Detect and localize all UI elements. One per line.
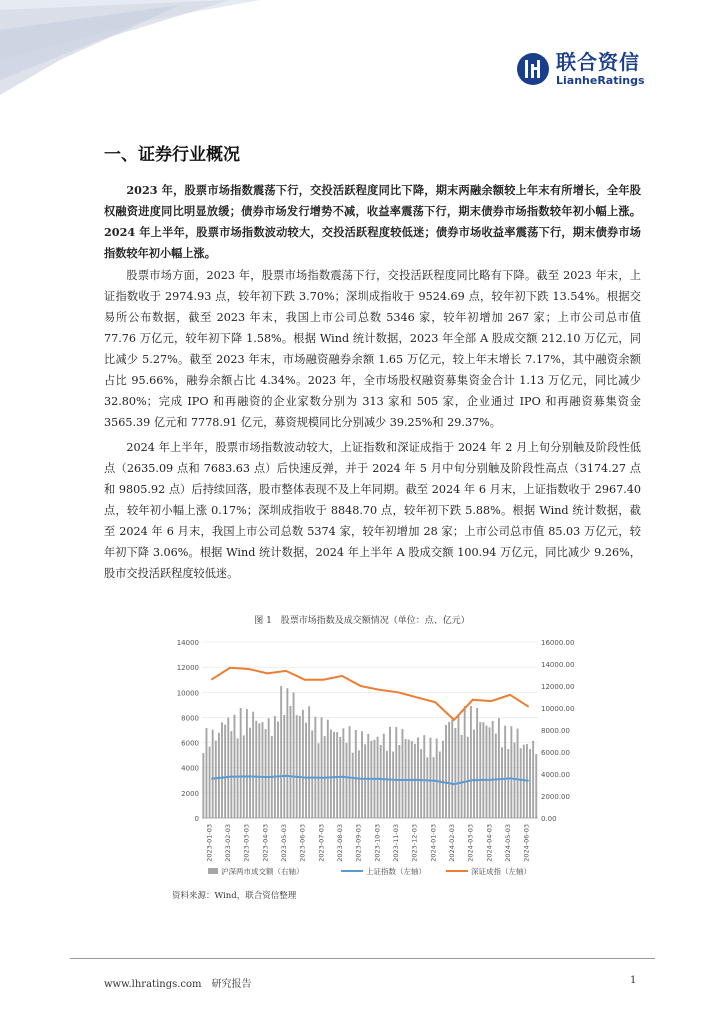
turnover-bar <box>451 720 453 818</box>
summary-paragraph: 2023 年，股票市场指数震荡下行，交投活跃程度同比下降，期末两融余额较上年末有所增长，全年股权融资进度同比明显放缓；债券市场发行增势不减，收益率震荡下行，期末债券市场指数较年初小幅上涨。2024 年上半年，股票市场指数波动较大，交投活跃程度较低迷；债券市场收益率震荡下行，期末债券市场指数较年初小幅上涨。 <box>104 183 641 260</box>
turnover-bar <box>442 741 444 818</box>
turnover-bar <box>510 726 512 818</box>
turnover-bar <box>224 725 226 818</box>
stock-market-paragraph-2023: 股票市场方面，2023 年，股票市场指数震荡下行，交投活跃程度同比略有下降。截至 2023 年末，上证指数收于 2974.93 点，较年初下跌 3.70%；深圳成指收于 9524.69 点，较年初下跌 13.54%。根据交易所公布数据，截至 2023 年末，我国上市公司总数 5346 家，较年初增加 267 家；上市公司总市值 77.76 万亿元，较年初下降 1.58%。根据 Wind 统计数据，2023 年全部 A 股成交额 212.10 万亿元，同比减少 5.27%。截至 2023 年末，市场融资融券余额 1.65 万亿元，较上年末增长 7.17%，其中融资余额占比 95.66%，融券余额占比 4.34%。2023 年，全市场股权融资募集资金合计 1.13 万亿元，同比减少 32.80%；完成 IPO 和再融资的企业家数分别为 313 家和 505 家，企业通过 IPO 和再融资募集资金 3565.39 亿元和 7778.91 亿元，募资规模同比分别减少 39.25%和 29.37%。 <box>104 269 641 429</box>
turnover-bar <box>529 749 531 818</box>
turnover-bar <box>336 732 338 818</box>
turnover-bar <box>523 745 525 818</box>
turnover-bar <box>430 738 432 818</box>
turnover-bar <box>286 688 288 818</box>
x-axis-tick-label: 2024-06-03 <box>522 824 531 862</box>
turnover-bar <box>299 716 301 818</box>
left-axis-tick-label: 2000 <box>181 789 199 798</box>
x-axis-tick-label: 2023-07-03 <box>317 824 326 862</box>
turnover-bar <box>402 729 404 818</box>
x-axis-tick-label: 2023-08-03 <box>336 824 344 862</box>
x-axis-tick-label: 2023-06-03 <box>298 824 307 862</box>
turnover-bar <box>517 729 519 818</box>
turnover-bar <box>389 727 391 818</box>
left-axis-tick-label: 14000 <box>176 639 199 647</box>
turnover-bar <box>532 741 534 818</box>
turnover-bar <box>258 723 260 818</box>
turnover-bar <box>355 730 357 818</box>
turnover-bar <box>486 726 488 818</box>
section-title: 一、证券行业概况 <box>104 145 240 165</box>
turnover-bar <box>293 693 295 818</box>
turnover-bar <box>290 706 292 818</box>
turnover-bar <box>262 722 264 818</box>
turnover-bar <box>392 752 394 818</box>
turnover-bar <box>240 708 242 818</box>
turnover-bar <box>479 722 481 818</box>
left-axis-tick-label: 4000 <box>181 764 199 773</box>
turnover-bar <box>535 754 537 818</box>
turnover-bar <box>448 722 450 818</box>
turnover-bar <box>246 709 248 818</box>
turnover-bar <box>230 731 232 818</box>
legend-turnover-swatch <box>208 868 218 874</box>
turnover-bar <box>318 743 320 818</box>
turnover-bar <box>252 712 254 818</box>
right-axis-tick-label: 10000.00 <box>541 705 575 713</box>
right-axis-tick-label: 12000.00 <box>541 683 575 691</box>
turnover-bar <box>501 747 503 818</box>
stock-market-paragraph-2024: 2024 年上半年，股票市场指数波动较大，上证指数和深证成指于 2024 年 2 月上旬分别触及阶段性低点（2635.09 点和 7683.63 点）后快速反弹，并于 2024 年 5 月中旬分别触及阶段性高点（3174.27 点和 9805.92 点）后持续回落，股市整体表现不及上年同期。截至 2024 年 6 月末，上证指数收于 2967.40 点，较年初小幅上涨 0.17%；深圳成指收于 8848.70 点，较年初下跌 5.88%。根据 Wind 统计数据，截至 2024 年 6 月末，我国上市公司总数 5374 家，较年初增加 28 家；上市公司总市值 85.03 万亿元，较年初下降 3.06%。根据 Wind 统计数据，2024 年上半年 A 股成交额 100.94 万亿元，同比减少 9.26%，股市交投活跃程度较低迷。 <box>104 441 641 580</box>
footer-report-type: 研究报告 <box>211 979 252 990</box>
x-axis-tick-label: 2023-10-03 <box>373 824 382 862</box>
right-axis-tick-label: 8000.00 <box>541 727 570 735</box>
x-axis-tick-label: 2024-03-03 <box>466 824 475 862</box>
turnover-bar <box>227 718 229 818</box>
footer-divider <box>70 958 655 959</box>
turnover-bar <box>420 749 422 818</box>
turnover-bar <box>414 744 416 818</box>
turnover-bar <box>268 718 270 818</box>
logo-english-text: LianheRatings <box>556 74 645 87</box>
turnover-bar <box>454 728 456 818</box>
left-axis-tick-label: 12000 <box>176 664 199 673</box>
turnover-bar <box>221 722 223 818</box>
turnover-bar <box>367 734 369 818</box>
turnover-bar <box>507 749 509 818</box>
logo-chinese-text: 联合资信 <box>556 50 640 74</box>
turnover-bar <box>296 715 298 818</box>
turnover-bar <box>364 744 366 818</box>
figure-source: 资料来源：Wind，联合资信整理 <box>172 891 297 901</box>
turnover-bar <box>265 729 267 818</box>
turnover-bar <box>514 743 516 818</box>
turnover-bar <box>314 717 316 818</box>
turnover-bar <box>249 728 251 818</box>
shenzhen-index-line <box>211 668 528 720</box>
turnover-bar <box>383 734 385 818</box>
x-axis-tick-label: 2024-04-03 <box>485 824 494 862</box>
turnover-bar <box>436 738 438 818</box>
turnover-bar <box>395 727 397 818</box>
turnover-bar <box>426 757 428 818</box>
turnover-bar <box>476 708 478 818</box>
turnover-bar <box>439 752 441 818</box>
right-axis-tick-label: 0.00 <box>541 815 557 823</box>
x-axis-tick-label: 2023-02-03 <box>224 824 232 862</box>
turnover-bar <box>209 747 211 818</box>
x-axis-tick-label: 2023-12-03 <box>410 824 419 862</box>
turnover-bar <box>346 743 348 818</box>
x-axis-tick-label: 2023-03-03 <box>242 824 251 862</box>
right-axis-tick-label: 2000.00 <box>541 793 570 801</box>
turnover-bar <box>498 718 500 818</box>
turnover-bar <box>202 753 204 818</box>
turnover-bar <box>277 721 279 818</box>
page-number: 1 <box>630 975 637 986</box>
turnover-bar <box>311 730 313 818</box>
x-axis-tick-label: 2023-09-03 <box>354 824 363 862</box>
turnover-bar <box>212 730 214 818</box>
turnover-bar <box>302 710 304 818</box>
turnover-bar <box>237 738 239 818</box>
turnover-bar <box>473 730 475 818</box>
x-axis-tick-label: 2024-01-03 <box>429 824 438 862</box>
turnover-bar <box>218 733 220 818</box>
turnover-bar <box>234 715 236 818</box>
turnover-bar <box>489 727 491 818</box>
turnover-bar <box>467 737 469 818</box>
x-axis-tick-label: 2023-01-03 <box>205 824 214 862</box>
turnover-bar <box>361 731 363 818</box>
turnover-bar <box>398 745 400 818</box>
turnover-bar <box>492 721 494 818</box>
turnover-bar <box>280 686 282 818</box>
company-logo <box>516 52 645 86</box>
turnover-bar <box>433 757 435 818</box>
turnover-bar <box>470 706 472 818</box>
turnover-bar <box>504 726 506 818</box>
lianhe-logo-icon <box>516 52 550 86</box>
turnover-bar <box>349 726 351 818</box>
turnover-bar <box>458 716 460 818</box>
turnover-bar <box>386 751 388 818</box>
x-axis-tick-label: 2024-02-03 <box>448 824 456 862</box>
turnover-bar <box>352 753 354 818</box>
right-axis-tick-label: 4000.00 <box>541 771 570 779</box>
turnover-bar <box>321 717 323 818</box>
turnover-bar <box>405 739 407 818</box>
turnover-bar <box>461 735 463 818</box>
right-axis-tick-label: 14000.00 <box>541 661 575 669</box>
x-axis-tick-label: 2024-05-03 <box>504 824 512 862</box>
turnover-bar <box>495 734 497 818</box>
turnover-bar <box>330 729 332 818</box>
turnover-bar <box>342 728 344 818</box>
footer-website: www.lhratings.com <box>104 979 202 990</box>
legend-shanghai-label: 上证指数（左轴） <box>366 867 426 876</box>
turnover-bar <box>358 750 360 818</box>
turnover-bar <box>206 728 208 818</box>
turnover-bar <box>380 745 382 818</box>
turnover-bar <box>445 725 447 818</box>
turnover-bar <box>464 706 466 818</box>
turnover-bar <box>305 723 307 818</box>
stock-index-chart <box>166 630 576 885</box>
turnover-bar <box>520 748 522 818</box>
x-axis-tick-label: 2023-05-03 <box>280 824 288 862</box>
turnover-bar <box>423 735 425 818</box>
turnover-bar <box>482 722 484 818</box>
right-axis-tick-label: 16000.00 <box>541 639 575 647</box>
header-decoration <box>0 0 260 95</box>
turnover-bar <box>283 715 285 818</box>
left-axis-tick-label: 8000 <box>181 714 199 723</box>
right-axis-tick-label: 6000.00 <box>541 749 570 757</box>
footer-text <box>104 975 262 990</box>
left-axis-tick-label: 10000 <box>176 689 199 698</box>
left-axis-tick-label: 0 <box>194 815 199 823</box>
turnover-bar <box>333 732 335 818</box>
turnover-bar <box>327 720 329 818</box>
turnover-bar <box>417 737 419 818</box>
legend-shenzhen-label: 深证成指（左轴） <box>471 867 531 876</box>
x-axis-tick-label: 2023-11-03 <box>392 824 400 862</box>
x-axis-tick-label: 2023-04-03 <box>261 824 270 862</box>
turnover-bar <box>255 721 257 818</box>
left-axis-tick-label: 6000 <box>181 739 199 748</box>
figure-title: 图 1 股票市场指数及成交额情况（单位：点、亿元） <box>254 616 470 626</box>
legend-turnover-label: 沪深两市成交额（右轴） <box>221 867 304 876</box>
turnover-bar <box>274 716 276 818</box>
turnover-bar <box>408 740 410 818</box>
turnover-bar <box>308 706 310 818</box>
turnover-bar <box>377 737 379 818</box>
